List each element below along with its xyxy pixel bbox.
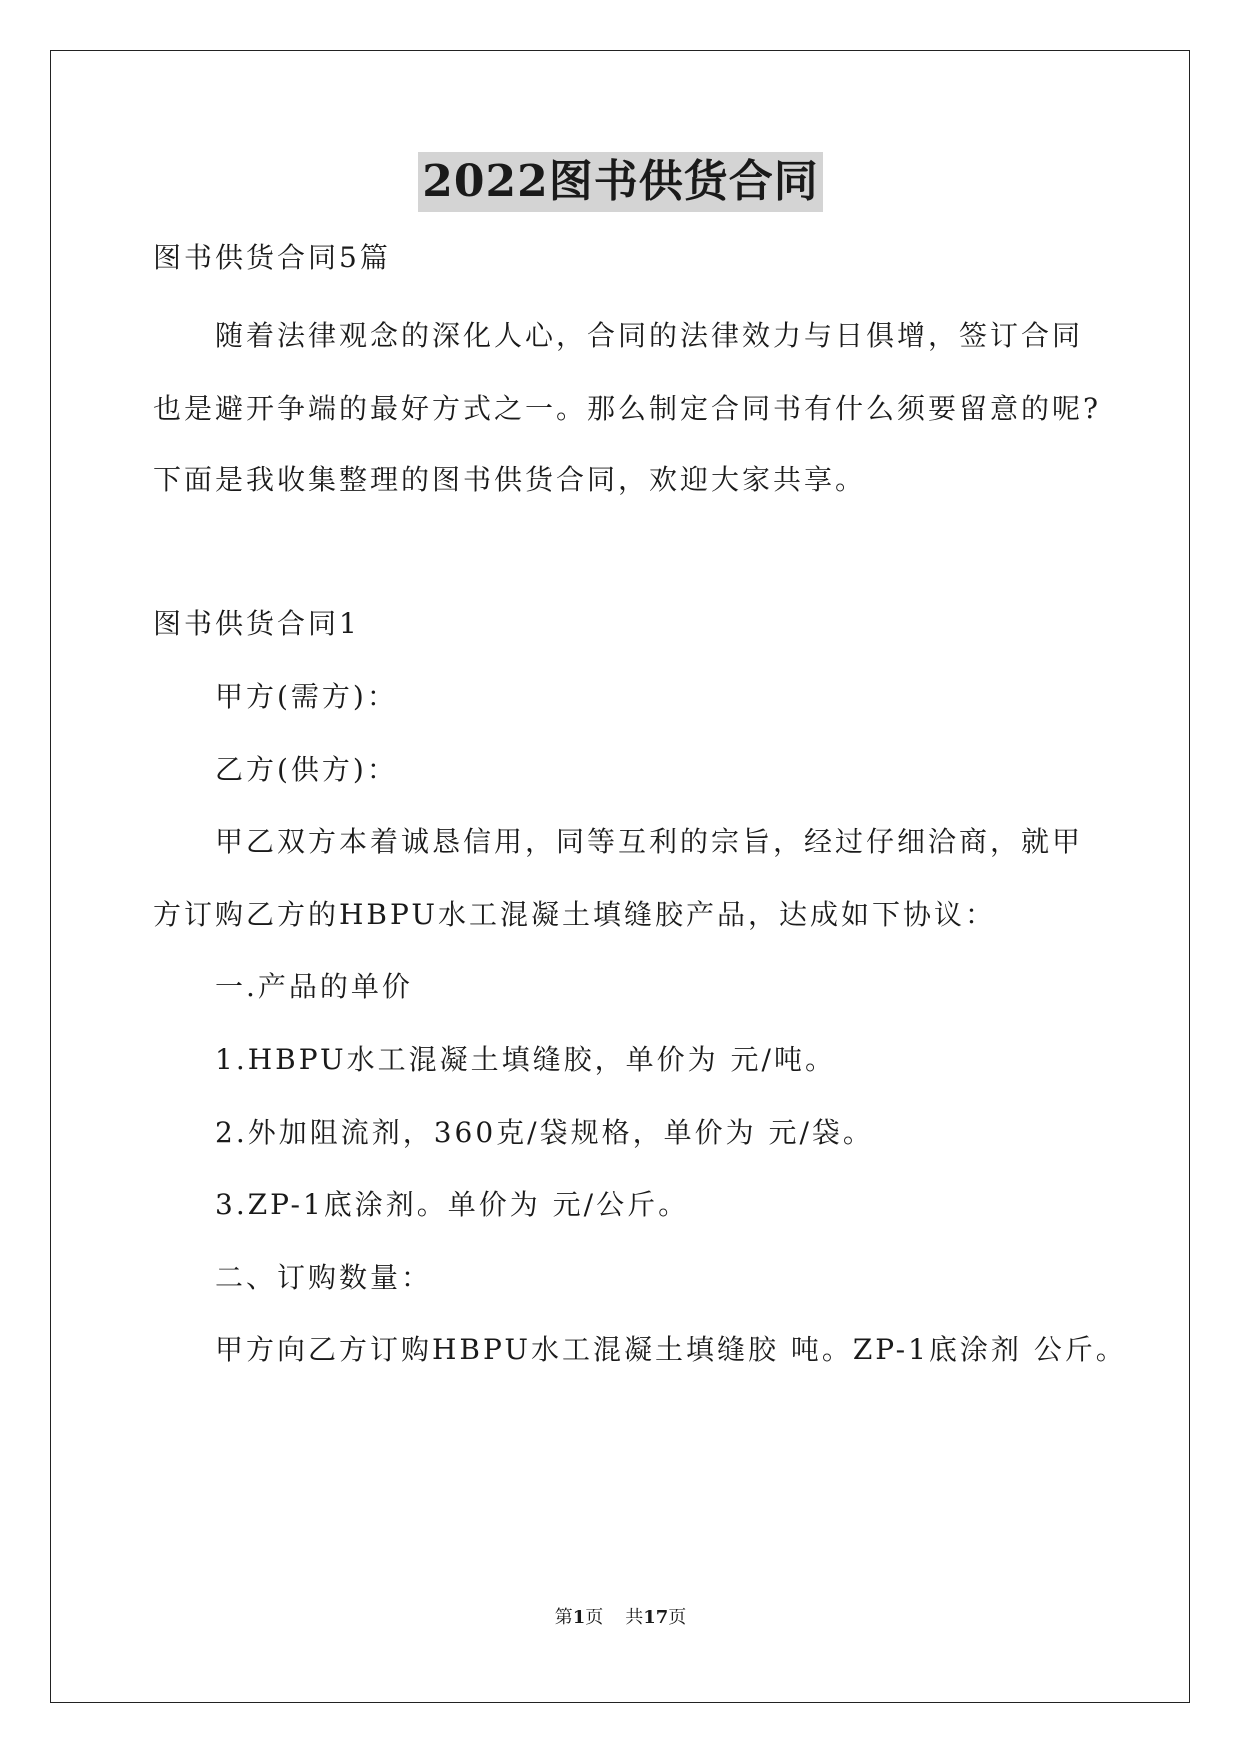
party-a-line: 甲方(需方)： <box>215 680 398 713</box>
footer-total-suffix: 页 <box>668 1607 687 1628</box>
intro-line-1: 随着法律观念的深化人心，合同的法律效力与日俱增，签订合同 <box>215 319 1084 352</box>
clause2-heading: 二、订购数量： <box>215 1261 433 1294</box>
clause2-text: 甲方向乙方订购HBPU水工混凝土填缝胶 吨。ZP-1底涂剂 公斤。 <box>215 1333 1127 1366</box>
footer-total-prefix: 共 <box>625 1607 644 1628</box>
footer-page-number: 1 <box>572 1607 586 1628</box>
clause1-item-1: 1.HBPU水工混凝土填缝胶，单价为 元/吨。 <box>215 1043 836 1076</box>
document-title: 2022图书供货合同 <box>418 152 822 212</box>
footer-total-pages: 17 <box>643 1607 669 1628</box>
page-border <box>50 50 1190 1703</box>
clause1-item-2: 2.外加阻流剂，360克/袋规格，单价为 元/袋。 <box>215 1116 874 1149</box>
intro-line-2: 也是避开争端的最好方式之一。那么制定合同书有什么须要留意的呢? <box>153 392 1102 425</box>
section-heading: 图书供货合同1 <box>153 607 360 640</box>
clause1-item-3: 3.ZP-1底涂剂。单价为 元/公斤。 <box>215 1188 690 1221</box>
page-footer <box>0 1606 1241 1630</box>
intro-line-3: 下面是我收集整理的图书供货合同，欢迎大家共享。 <box>153 463 867 496</box>
title-container <box>0 152 1241 212</box>
preamble-line-1: 甲乙双方本着诚恳信用，同等互利的宗旨，经过仔细洽商，就甲 <box>215 825 1084 858</box>
preamble-line-2: 方订购乙方的HBPU水工混凝土填缝胶产品，达成如下协议： <box>153 898 996 931</box>
footer-page-prefix: 第 <box>554 1607 573 1628</box>
party-b-line: 乙方(供方)： <box>215 753 398 786</box>
footer-page-suffix: 页 <box>585 1607 604 1628</box>
clause1-heading: 一.产品的单价 <box>215 970 413 1003</box>
document-subtitle: 图书供货合同5篇 <box>153 241 391 274</box>
